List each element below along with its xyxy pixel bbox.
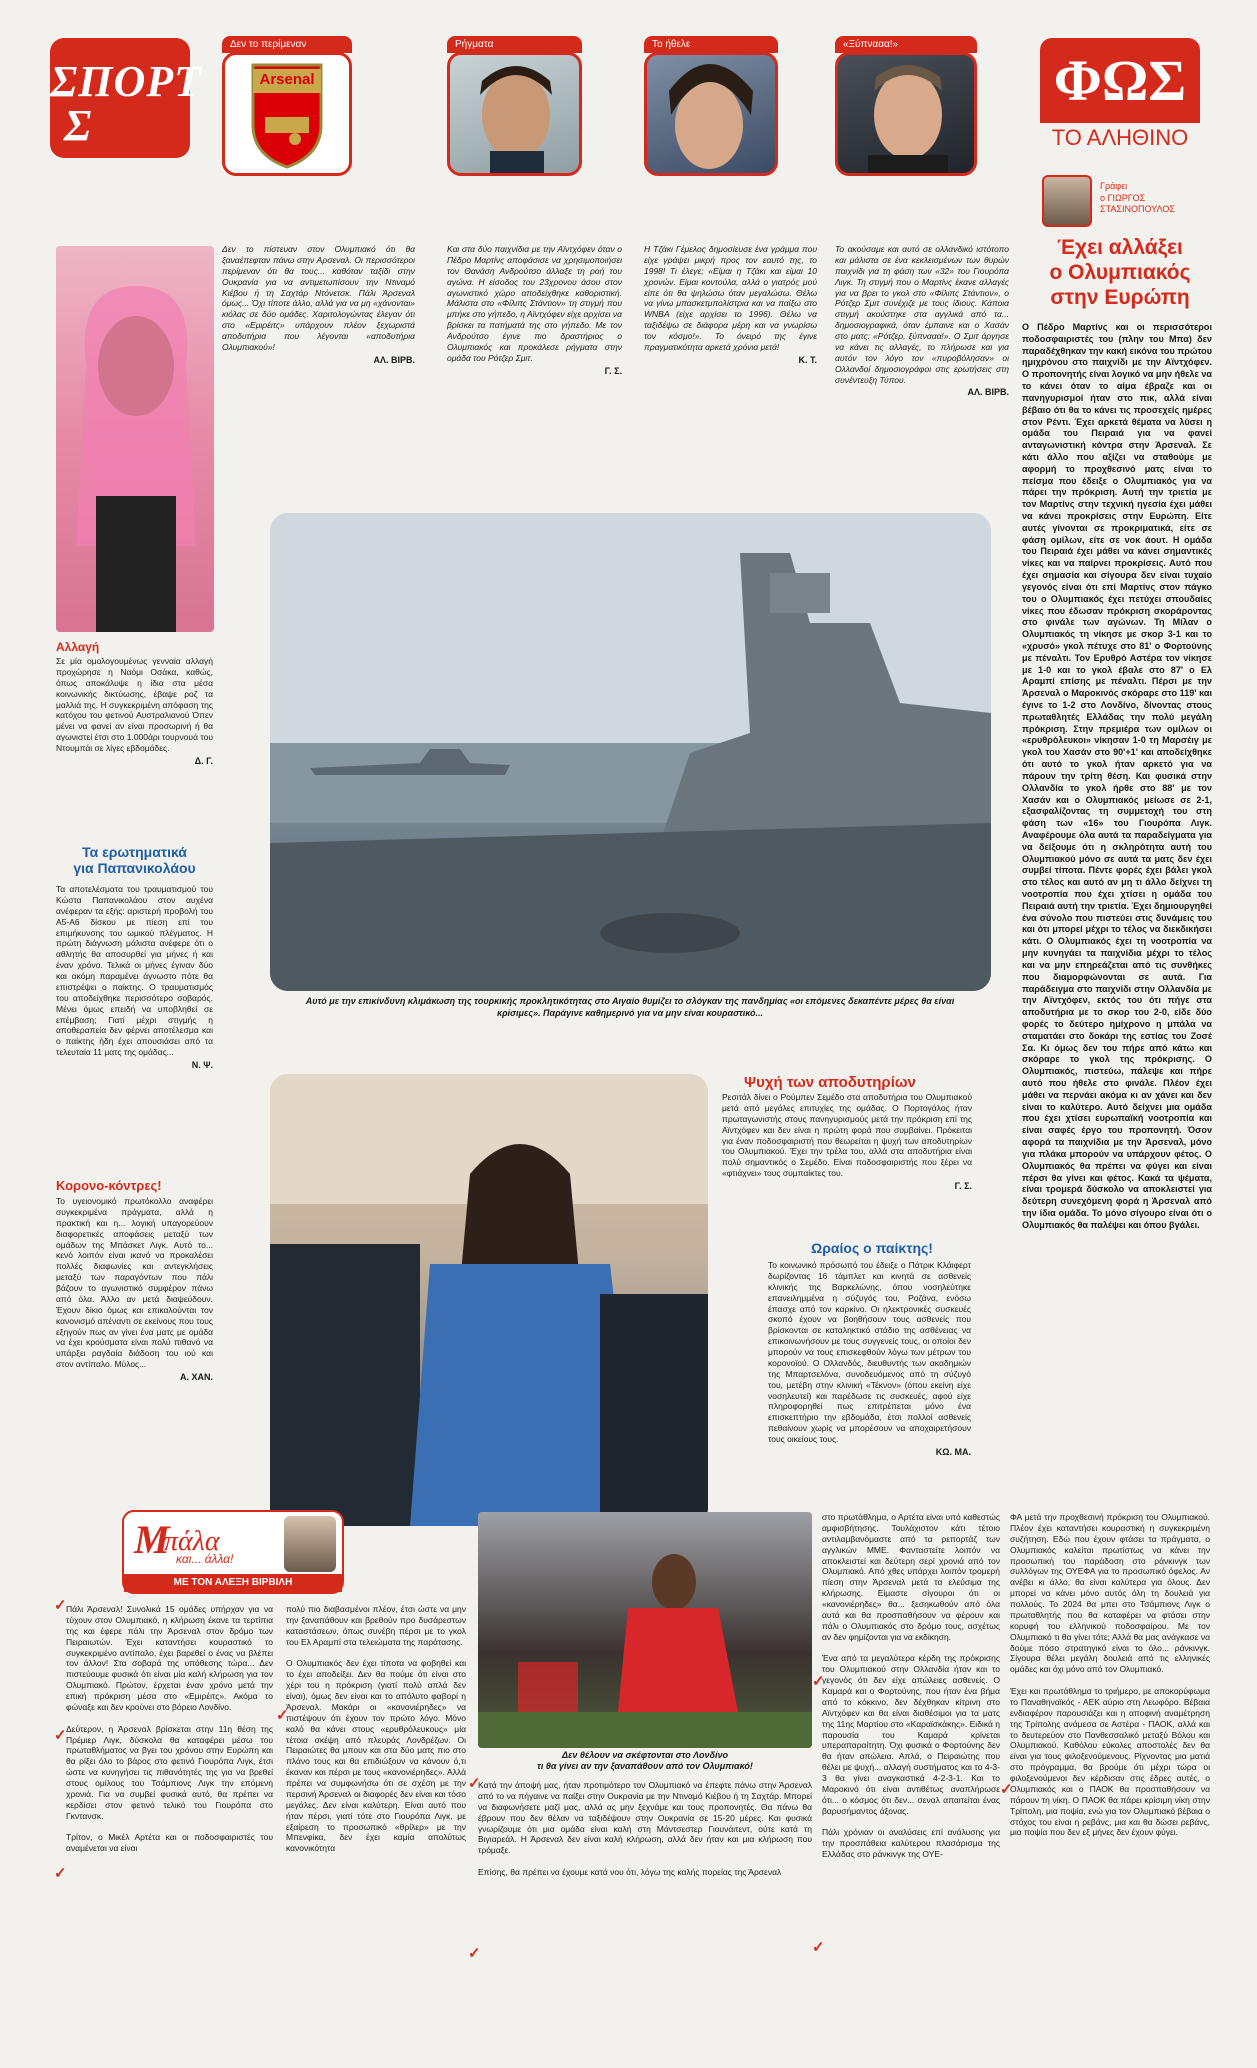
byline-writes: Γράφει [1100,181,1128,191]
pala-author-photo [284,1516,336,1572]
oraios-sig: ΚΩ. ΜΑ. [935,1446,971,1457]
bottom-col-1: Πάλι Άρσεναλ! Συνολικά 15 ομάδες υπήρχαν για να τύχουν στον Ολυμπιακό, η κλήρωση έκανε τα τερτίπια της και έφερε πάλι την Άρσεναλ στον δρόμο των Πειραιωτών. Έχει καταντήσει κουραστικό το συγκεκριμένο αντίπαλο, έχει βαρεθεί ο ένας να βλέπει τον άλλον! Στα σοβαρά της υπόθεσης τώρα... Δεν πιστεύουμε φυσικά ότι είναι μία καλή κλήρωση για τον Ολυμπιακό. Πρώτον, έρχεται έναν χρόνο μετά την επική πρόκριση μέσα στο «Εμιρέιτς». Ακόμα το φώναξε και δεν κρούνει στο βόρειο Λονδίνο. Δεύτερον, η Άρσεναλ βρίσκεται στην 11η θέση της Πρέμιερ Λιγκ, δύσκολα θα καταφέρει μέσω του πρωταθλήματος να βγει του χρόνου στην Ευρώπη και θα ρίξει όλο το βάρος στο φετινό Γιουρόπα Λιγκ, έτσι ώστε να κυνηγήσει τις πιθανότητές της για να βρεθεί στους ομίλους του Τσάμπιονς Λιγκ την επόμενη χρονιά. Για να συμβεί φυσικά αυτό, θα πρέπει να κερδίσει στον φετινό τελικό του Γιουρόπα στο Γκντανσκ. Τρίτον, ο Μικέλ Αρτέτα και οι ποδοσφαιριστές του αναμένεται να είναι [66,1604,273,1854]
warship-caption: Αυτό με την επικίνδυνη κλιμάκωση της τουρκικής προκλητικότητας στο Αιγαίο θυμίζει το σλόγκαν της πανδημίας «οι επόμενες δεκαπέντε μέρες θα είναι κρίσιμες». Παράγινε καθημερινό για να μην είναι κουραστικό... [305,996,955,1018]
byline-name: ο ΓΙΩΡΓΟΣ ΣΤΑΣΙΝΟΠΟΥΛΟΣ [1100,193,1175,214]
korono-text: Το υγειονομικό πρωτόκολλο αναφέρει συγκεκριμένα πράγματα, αλλά η πρακτική και η... λογική υπαγορεύουν διαφορετικές αποφάσεις μεταξύ των ομάδων της Μπάσκετ Λιγκ. Αυτό το... κενό λοιπόν είναι ικανό να προκαλέσει πολλές διαφωνίες και αντεγκλήσεις μεταξύ των παραγόντων που πάλι βάζουν το αγωνιστικό συμφέρον πάνω από όλα. Άλλο αν μετά διαψεύδουν. Έχουν δίκιο όμως και επικαλούνται τον κανονισμό απέναντι σε εκείνους που τους εξηγούν πως αν γίνει ένα ματς με ομάδα να έχει κρούσματα είναι πολύ πιθανό να υπάρξει ραγδαία διάδοση του ιού και στον αντίπαλο. Μύλος... [56,1196,213,1370]
short-piece-arsenal-text: Δεν το πίστευαν στον Ολυμπιακό ότι θα ξαναέπεφταν πάνω στην Αρσεναλ. Οι περισσότεροι περίμεναν ότι θα τους... καθόταν ταξίδι στην Ουκρανία για να αντιμετωπίσουν την Ντιναμό Κιέβου ή τη Σαχτάρ Ντόνετσκ. Πάλι Άρσεναλ όμως... Όχι τίποτε άλλο, αλλά για να μη «χάνονται» κιόλας σε δύο ομάδες. Χαριτολογώντας έλεγαν ότι στο «Εμιρέιτς» υπάρχουν πλέον ξεχωριστά αποδυτήρια που λέγονται «αποδυτήρια Ολυμπιακού»! [222,244,415,352]
erotimatika-headline: Τα ερωτηματικά για Παπανικολάου [73,844,196,877]
short-piece-xypnaaa [835,244,1009,399]
bottom-col-4: στο πρωτάθλημα, ο Αρτέτα είναι υπό καθεστώς αμφισβήτησης. Τουλάχιστον κάτι τέτοιο αντιλαμβανόμαστε από τα ρεπορτάζ των αγγλικών ΜΜΕ. Φανταστείτε λοιπόν να αποκλειστεί και δεύτερη σερί χρονιά από τον Ολυμπιακό. Από χθες υπάρχει λοιπόν τρομερή πίεση στην Άρσεναλ μετά τα ελεύσιμα της κλήρωσης. Είμαστε σίγουροι ότι οι «κανονιέρηδες» θα... ξεσηκωθούν από όλα αυτά και θα προσπαθήσουν να φέρουν και πάλι ο Ολυμπιακός στο δρόμο τους, ασχέτως αν δεν φημίζονται για να εκδίκηση. Ένα από τα μεγαλύτερα κέρδη της πρόκρισης του Ολυμπιακού στην Ολλανδία ήταν και το γεγονός ότι δεν είχε απώλειες ασθενείς. Ο Καμαρά και ο Φορτούνης, που ήταν ένα βήμα από το κόκκινο, δεν δέχθηκαν κίτρινη στο Αϊντχόφεν και θα είναι διαθέσιμοι για τα ματς της 11ης Μαρτίου στο «Καραϊσκάκης». Ειδικά η παρουσία του Καμαρά κρίνεται υπεραπαραίτητη. Όχι φυσικά ο Φορτούνης δεν θα ήταν απώλεια. Απλά, ο Πειραιώτης που θέλει με ψυχή... αλλαγή συστήματος και το 4-3-3 θα γίνει αναγκαστικά 4-2-3-1. Και το Μαροκινό ότι είναι αντιθέτως αναπλήρωσε ότι... ο κόσμος ότι δεν... σεναλ απαιτείται ένας βαρυσήμαντος άξονας. Πάλι χρόνιαν οι αναλύσεις επί ανάλυσης για την προσπάθεια καλύτερου πλασάρισμα της Ελλάδας στο ράνκινγκ της ΟΥΕ- [822,1512,1000,1860]
bottom-col-2: πολύ πιο διαβασμένοι πλέον, έτσι ώστε να μην την ξαναπάθουν και βρεθούν προ δυσάρεστων καταστάσεων, όπως συνέβη πέρσι με το γκολ του Ελ Αραμπί στα τελειώματα της παράτασης. Ο Ολυμπιακός δεν έχει τίποτα να φοβηθεί και το έχει αποδείξει. Δεν θα πούμε ότι είναι στο χέρι του η πρόκριση (γιατί πολύ απλά δεν είναι), όμως δεν είναι και το απόλυτο φαβορί η Άρσεναλ. Μακάρι οι «κανονιέρηδες» να πιστέψουν ότι έχουν τον πρώτο λόγο. Μόνο καλό θα κάνει στους «ερυθρόλευκους» μία τέτοια σκέψη από πλευράς Λονδρέζων. Οι Πειραιώτες θα μπουν και στα δύο ματς πιο στο πλάνο τους και θα επιδιώξουν να κάνουν ό,τι έκαναν και πέρσι με τους «κανονιέρηδες». Αλλά πρέπει να συμφωνήσω ότι σε σχέση με την περσινή Άρσεναλ οι διαφορές δεν είναι και τόσο μεγάλες. Δεν είναι καλύτερη. Είναι αυτό που ήταν πέρσι, γιατί τότε στο Γιουρόπα Λιγκ, με εξαίρεση το προσωπικό «θρίλερ» με την Μπενφίκα, δεν έχει καμία απολύτως κανονικότητα [286,1604,466,1854]
korono-headline: Κορονο-κόντρες! [56,1178,162,1193]
semedo-text: Ρεσιτάλ δίνει ο Ρούμπεν Σεμέδο στα αποδυτήρια του Ολυμπιακού μετά από μεγάλες επιτυχίες της ομάδας. Ο Πορτογάλος ήταν πρωταγωνιστής στους πανηγυρισμούς μετά την πρόκριση επί της Αϊντχόφεν και δεν είναι η πρώτη φορά που συμβαίνει. Πρόκειται για έναν ποδοσφαιριστή που θεωρείται η ψυχή των αποδυτηρίων του Ολυμπιακού. Έχει την τρέλα του, αλλά στα αποδυτήρια είναι πολύ σημαντικός ο Σεμέδο. Είναι ποδοσφαιριστής που ξέρει να «φτιάχνει» τους συμπαίκτες του. [722,1092,972,1179]
osaka-photo [56,246,214,632]
tab-to-ithele: Το ήθελε [644,36,778,53]
tab-rigmata: Ρήγματα [447,36,582,53]
korono-sig: Α. ΧΑΝ. [179,1372,213,1382]
right-column-headline: Έχει αλλάξει ο Ολυμπιακός στην Ευρώπη [1049,236,1191,309]
tab-xypnaaa: «Ξύπνααα!» [835,36,977,53]
short-piece-xypnaaa-sig: ΑΛ. ΒΙΡΒ. [967,387,1009,398]
pala-logo-pala: πάλα [164,1526,220,1557]
sports-logo-t: Τ [174,57,203,106]
short-piece-rigmata-sig: Γ. Σ. [604,365,622,376]
sports-logo-e: Σ [64,101,92,150]
byline-photo [1042,175,1092,227]
warship-photo [270,513,991,991]
allagi-headline: Αλλαγή [56,640,100,654]
checkmark-icon: ✓ [468,1775,481,1792]
short-piece-ithele-text: Η Τζάκι Γέμελος δημοσίευσε ένα γράμμα που είχε γράψει μικρή προς τον εαυτό της, το 1998! Τι έλεγε; «Είμαι η Τζάκι και είμαι 10 χρονών. Είμαι κοντούλα, αλλά ο γιατρός μού είπε ότι θα ψηλώσω όταν μεγαλώσω. Θέλω να γίνω μπασκετμπολίστρια και να παίξω στο WNBA (είχε αρχίσει το 1996). Θέλω να ταξιδέψω σε διάφορα μέρη και να γνωρίσω τον κόσμο!». Το όνειρό της έγινε πραγματικότητα αρκετά χρόνια μετά! [644,244,817,352]
erotimatika-sig: Ν. Ψ. [191,1060,213,1070]
pala-logo-bar: ΜΕ ΤΟΝ ΑΛΕΞΗ ΒΙΡΒΙΛΗ [124,1574,342,1592]
gemelos-photo [644,52,778,176]
tab-arsenal: Δεν το περίμεναν [222,36,352,53]
short-piece-arsenal-sig: ΑΛ. ΒΙΡΒ. [373,354,415,365]
oraios-headline: Ωραίος ο παίκτης! [811,1240,933,1256]
short-piece-rigmata [447,244,622,377]
fos-logo [1040,38,1200,123]
arsenal-player-caption: Δεν θέλουν να σκέφτονται στο Λονδίνο τι θα γίνει αν την ξαναπάθουν από τον Ολυμπιακό! [537,1750,753,1772]
androutsos-photo [447,52,582,176]
erotimatika-text: Τα αποτελέσματα του τραυματισμού του Κώστα Παπανικολάου στον αυχένα ανέφεραν τα εξής: αριστερή προβολή του Α5-Α6 δίσκου με πίεση επί του επιμήκυνσης του ωμικού πλέγματος. Η πρώτη διάγνωση μάλιστα ανέφερε ότι ο αθλητής θα αποσυρθεί για μήνες ή και έναν χρόνο. Τελικά οι μήνες έγιναν δύο και ακόμη παραμένει άγνωστο πότε θα επιστρέψει ο παίκτης. Ο τραυματισμός του αποδείχθηκε περισσότερο σοβαρός. Μένει όμως επειδή να υποβληθεί σε επέμβαση; Γιατί μέχρι στιγμής η αποθεραπεία δεν φέρνει αποτέλεσμα και ο παίκτης ήδη έχει απουσιάσει από τα τελευταία 11 ματς της ομάδας... [56,884,213,1058]
arsenal-name: Arsenal [259,71,315,88]
short-piece-arsenal [222,244,415,366]
fos-subtitle: ΤΟ ΑΛΗΘΙΝΟ [1051,125,1189,150]
allagi-body [56,656,213,767]
short-piece-ithele [644,244,817,366]
arsenal-badge-photo [222,52,352,176]
bottom-col-5: ΦΑ μετά την προχθεσινή πρόκριση του Ολυμπιακού. Πλέον έχει καταντήσει κουραστική η συγκεκριμένη συζήτηση. Εδώ που έχουν φτάσει τα πράγματα, ο Ολυμπιακός καλείται πρωτίστως να κάνει την προσωπική του παράδοση στο ράνκινγκ των συλλόγων της ΟΥΕΦΑ για το προσωπικό όφελος. Αν ανέβει κι άλλο, θα είναι καλύτερα για όλους. Δεν μπορεί να κάνει μόνο αυτός όλη τη δουλειά για πολλούς. Το 2024 θα μπει στο Τσάμπιονς Λιγκ ο πρωταθλητής που θα καταφέρει να φτάσει στην κορυφή του ελληνικού ποδοσφαίρου. Με τον Ολυμπιακό τι θα γίνει τότε; Αλλά θα μας ανάγκασε να δούμε πόσο στρατηγικό είναι το όλο... ράνκινγκ. Σίγουρα θέλει μεγάλη δουλειά από τις ελληνικές ομάδες και όχι μόνο από τον Ολυμπιακό. Έχει και πρωτάθλημα το τριήμερο, με αποκορύφωμα το Παναθηναϊκός - ΑΕΚ αύριο στη Λεωφόρο. Βέβαια ενδιαφέρον παρουσιάζει και η αποφινή αναμέτρηση της Τρίπολης ανάμεσα σε Αστέρα - ΠΑΟΚ, αλλά και το δευτερεύον στο Πανθεσσαλικό μεταξύ Βόλου και Ολυμπιακού. Καθόλου εύκολες αποστολές δεν θα είναι για τους φιλοξενούμενους. Ρίχνοντας μια ματιά στο πρόγραμμα, θα βρούμε ότι μέχρι τώρα οι φιλοξενούμενοι δεν κέρδισαν στις έδρες αυτές, ο Ολυμπιακός και ο ΠΑΟΚ θα προσπαθήσουν να πάρουν τη νίκη. Ο ΠΑΟΚ θα πάρει κρίσιμη νίκη στην Τρίπολη, μια ποψία, ενώ για τον Ολυμπιακό βέβαια ο στόχος του είναι η ρεβάνς, μια και θα δώσει ρεβάνς, μια ποψία που δεν εξ μήνες δεν έχουν φύγει. [1010,1512,1210,1838]
schmidt-photo [835,52,977,176]
semedo-photo [270,1074,708,1526]
right-column-body: Ο Πέδρο Μαρτίνς και οι περισσότεροι ποδοσφαιριστές του (πλην του Μπα) δεν παραδέχθηκαν την κακή εικόνα του πρώτου ημιχρόνου στο παιχνίδι με την Αϊντχόφεν. Ο προπονητής είναι λογικό να μην ήθελε να το κάνει όταν το αίμα έβραζε και οι πανηγυρισμοί ήταν στο πικ, αλλά είναι βέβαιο ότι θα το κάνει τις προσεχείς ημέρες στον Ρέντι. Έχει αρκετά θέματα να λύσει η ομάδα του Πειραιά για να φανεί ανταγωνιστική κόντρα στην Άρσεναλ. Σε κάτι άλλο που αξίζει να σταθούμε με αφορμή το προχθεσινό ματς είναι το πείσμα που έδειξε ο Ολυμπιακός για να πάρει την πρόκριση. Αυτή την τριετία με τον Μαρτίνς στην τεχνική ηγεσία έχει μάθει να κάνει προκρίσεις στην Ευρώπη. Είτε αυτές γίνονται σε προκριματικά, είτε σε φάση ομίλων, είτε σε νοκ άουτ. Η ομάδα του Πειραιά έχει μάθει να κάνει σημαντικές νίκες και να παίρνει προκρίσεις. Αυτό που έχει σημασία και σίγουρα δεν είναι τυχαίο γεγονός είναι ότι επί Μαρτίνς στον πάγκο του ο Ολυμπιακός έχει πετύχει σπουδαίες νίκες που έδωσαν πρόκριση σκοράροντας στο φινάλε των αγώνων. Τη Μίλαν ο Ολυμπιακός τη νίκησε με σκορ 3-1 και το «χρυσό» γκολ πέτυχε στο 81' ο Φορτούνης με πέναλτι. Τον Ερυθρό Αστέρα τον νίκησε με 1-0 και το γκολ έβαλε στο 87' ο Ελ Αραμπί επίσης με πέναλτι. Πέρσι με την Άρσεναλ ο Μαροκινός σκόραρε στο 119' και έγινε το 1-2 στο Λονδίνο, δίνοντας στους πρωταθλητές Ελλάδας την πολύ μεγάλη πρόκριση. Στην πρεμιέρα των ομίλων οι «ερυθρόλευκοι» νίκησαν 1-0 τη Μαρσέιγ με γκολ του Χασάν στο 90'+1' και αποδείχθηκε ότι αυτό το γκολ ήταν αρκετό για να πάρουν την τρίτη θέση. Και φυσικά στην Ολλανδία το γκολ ήρθε στο 88' με τον Χασάν και ο Ολυμπιακός μείωσε σε 2-1, εξασφαλίζοντας τη συμμετοχή του στη φάση των «16» του Γιουρόπα Λιγκ. Αναφέρουμε όλα αυτά τα παραδείγματα για να δείξουμε ότι η σκληρότητα αυτή του Ολυμπιακού μόνο σε αυτά τα ματς δεν έχει συμβεί τίποτα. Πέντε φορές έχει βάλει γκολ στο τέλος και αυτό αν μη τι άλλο δείχνει τη νοοτροπία που έχει χτίσει η ομάδα του Πειραιά αυτή την τριετία. Έχει δημιουργηθεί ένα σύνολο που πιστεύει στις δυνάμεις του και ότι μπορεί μέχρι το τέλος να διεκδικήσει κάτι. Ο Ολυμπιακός έχει τη νοοτροπία να μην κυνηγάει τα παιχνίδια μέχρι το τέλος και να μην επηρεάζεται από τις συνθήκες που διαμορφώνονται σε αυτά. Για παράδειγμα στο παιχνίδι στην Ολλανδία με την Αϊντχόφεν, εκτός του ότι πήγε στα αποδυτήρια με το σκορ του 2-0, είδε δύο φορές το δεύτερο ημίχρονο η μπάλα να σταματάει στο δοκάρι της εστίας του Ζοσέ Σα. Κι όμως δεν του πήρε από κάτω και σκόραρε το γκολ της πρόκρισης. Ο Ολυμπιακός, πιστεύω, πάλεψε και πήρε αυτό που ήθελε στο φινάλε. Πλέον έχει μάθει να περνάει ακόμα κι αν χάνει και δεν είναι το καλύτερο. Αυτό δείχνει μια ομάδα που έχει χτίσει ευρωπαϊκή νοοτροπία και είναι σαφές έργο του προπονητή. Όσον αφορά τα παιχνίδια με την Άρσεναλ, μόνο για πλάκα μπορούν να υπάρχουν φέτος. Ο Ολυμπιακός θα πρέπει να φύγει και είναι πέρσι θα γίνει και φέτος. Κακά τα ψέματα, είναι τρομερά δύσκολο να αποκλειστεί για δεύτερη συνεχόμενη φορά η Άρσεναλ από την ίδια ομάδα. Το μόνο σίγουρο είναι ότι ο Ολυμπιακός θα παλέψει και όπου βγάλει. [1022,322,1212,1230]
sports-logo-text: ΣΠΟΡ [50,57,175,106]
checkmark-icon: ✓ [54,1865,67,1882]
oraios-text: Το κοινωνικό πρόσωπό του έδειξε ο Πάτρικ Κλάιφερτ δωρίζοντας 16 τάμπλετ και κινητά σε ασθενείς κλινικής της Βαρκελώνης, όπου νοσηλεύτηκε επανειλημμένα η σύζυγός του, Ροζάνα, ενόσω έπασχε από τον καρκίνο. Οι ηλεκτρονικές συσκευές σκοπό έχουν να βοηθήσουν τους ασθενείς που βρίσκονται σε καταληκτικό στάδιο της ασθένειας να επικοινωνήσουν με τους συγγενείς τους, οι οποίοι δεν μπορούν να τους επισκεφθούν λόγω των μέτρων του κορονοϊού. Ο Ολλανδός, διευθυντής των ακαδημιών της Μπαρτσελόνα, συνοδευόμενος από τη σύζυγό του, μετέβη στην κλινική «Τέκνον» (όπου εκείνη είχε νοσηλευτεί) και παρέδωσε τις συσκευές, αφού είχε πληροφορηθεί πως επιτρέπεται μόνο ένα επισκεπτήριο την εβδομάδα, έτσι πολλοί ασθενείς πεθαίνουν χωρίς να μπορέσουν να αποχαιρετήσουν τους οικείους τους. [768,1260,971,1444]
checkmark-icon: ✓ [812,1673,825,1690]
pala-logo [122,1510,344,1594]
allagi-text: Σε μία ομολογουμένως γενναία αλλαγή προχώρησε η Ναόμι Οσάκα, καθώς, όπως αποκάλυψε η ίδια στα μέσα κοινωνικής δικτύωσης, έβαψε ροζ τα μαλλιά της. Η συγκεκριμένη απόφαση της κατόχου του φετινού Αυστραλιανού Όπεν μένει να φανεί αν είναι προσωρινή ή θα αγωνιστεί έτσι στο 1.000άρι τουρνουά του Ντουμπάι σε λίγες εβδομάδες. [56,656,213,753]
short-piece-ithele-sig: Κ. Τ. [798,354,817,365]
checkmark-icon: ✓ [468,1945,481,1962]
short-piece-rigmata-text: Και στα δύο παιχνίδια με την Αϊντχόφεν όταν ο Πέδρο Μαρτίνς αποφάσισε να χρησιμοποιήσει τον Θανάση Ανδρούτσο άλλαξε τη ροή του αγώνα. Η είσοδος του 23χρονου άσου στον αγωνιστικό χώρο αποδείχθηκε καθοριστική. Μάλιστα στο «Φίλιπς Στάντιον» τη στιγμή που μπήκε στο γήπεδο, η Αϊντχόφεν είχε αρχίσει να βρίσκει τα πατήματά της στο γήπεδο. Με τον Ανδρούτσο έγινε πιο δραστήριος ο Ολυμπιακός και προκάλεσε ρήγματα στην ομάδα του Ρότζερ Σμιτ. [447,244,622,363]
pala-logo-kai: και... άλλα! [176,1552,234,1566]
bottom-col-3: Κατά την άποψή μας, ήταν προτιμότερο τον Ολυμπιακό να έπεφτε πάνω στην Άρσεναλ από το να πήγαινε να παίξει στην Ουκρανία με την Ντιναμό Κιέβου ή τη Σαχτάρ. Μπορεί να διαφωνήσετε μαζί μας, αλλά ας μην ξεχνάμε και τους προπονητές. Θα πάνω θα έβρουν που δεν θέλαν να ταξιδέψουν στην Ουκρανία σε 15-20 μέρες. Και φυσικά γνωρίζουμε ότι μια ομάδα είναι καλή στη Μάντσεστερ Γιουνάιτεντ, ούτε κατά τη Βιγιαρεάλ. Η Άρσεναλ δεν είναι καλή κλήρωση, αλλά δεν ήταν και μια κλήρωση που τρόμαξε. Επίσης, θα πρέπει να έχουμε κατά νου ότι, λόγω της καλής πορείας της Άρσεναλ [478,1780,812,1877]
checkmark-icon: ✓ [812,1939,825,1956]
semedo-headline: Ψυχή των αποδυτηρίων [744,1074,916,1091]
checkmark-icon: ✓ [54,1597,67,1614]
oraios-body [768,1260,971,1458]
sports-logo [50,38,203,158]
fos-logo-text: ΦΩΣ [1053,48,1187,113]
semedo-body [722,1092,972,1193]
erotimatika-body [56,884,213,1072]
checkmark-icon: ✓ [54,1727,67,1744]
semedo-sig: Γ. Σ. [954,1181,972,1191]
arsenal-player-photo [478,1512,812,1748]
korono-body [56,1196,213,1384]
checkmark-icon: ✓ [1000,1781,1013,1798]
short-piece-xypnaaa-text: Το ακούσαμε και αυτό σε ολλανδικό ιστότοπο και μάλιστα σε ένα κεκλεισμένων των θυρών παιχνίδι για τη φάση των «32» του Γιουρόπα Λιγκ. Τη στιγμή που ο Μαρτίνς έκανε αλλαγές για να βρει το γκολ στο «Φίλιπς Στάντιον», ο Ρότζερ Σμιτ συνέχιζε με τους ίδιους. Κάποια στιγμή ακούστηκε στα αγγλικά από τα... δημοσιογραφικά, όταν έμπαινε και ο Χασάν στο ματς: «Ρότζερ, ξύπνααα!». Ο Σμιτ άργησε να κάνει τις αλλαγές, το πλήρωσε και για αυτόν τον λόγο τον «πυροβόλησαν» οι Ολλανδοί δημοσιογράφοι στις ερωτήσεις στη συνέντευξη Τύπου. [835,244,1009,385]
pala-logo-m: Μ [134,1517,170,1562]
checkmark-icon: ✓ [276,1707,289,1724]
allagi-sig: Δ. Γ. [194,755,213,766]
byline [1040,175,1200,227]
